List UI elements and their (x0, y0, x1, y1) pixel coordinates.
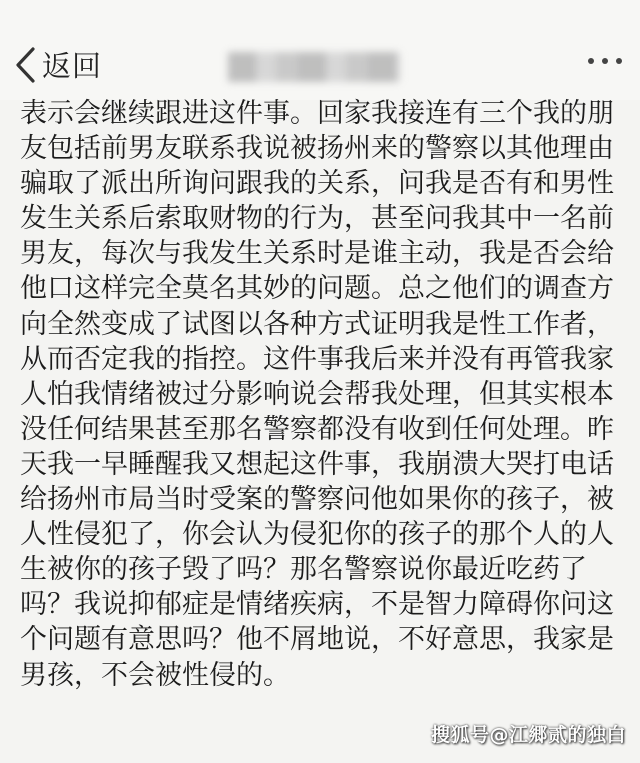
nav-bar (0, 0, 640, 100)
text-line: 向全然变成了试图以各种方式证明我是性工作者， (20, 308, 614, 340)
more-button[interactable] (588, 58, 622, 64)
blurred-title (228, 52, 400, 82)
text-line: 男孩，不会被性侵的。 (20, 659, 290, 691)
text-line: 他口这样完全莫名其妙的问题。总之他们的调查方 (20, 273, 614, 305)
back-button[interactable] (14, 44, 102, 85)
text-line: 没任何结果甚至那名警察都没有收到任何处理。昨 (20, 413, 614, 445)
text-line: 人怕我情绪被过分影响说会帮我处理，但其实根本 (20, 378, 614, 410)
text-line: 天我一早睡醒我又想起这件事，我崩溃大哭打电话 (20, 448, 614, 480)
chevron-left-icon (14, 46, 36, 84)
text-line: 骗取了派出所询问跟我的关系，问我是否有和男性 (20, 168, 614, 200)
text-line: 个问题有意思吗？他不屑地说，不好意思，我家是 (20, 624, 614, 656)
text-line: 发生关系后索取财物的行为，甚至问我其中一名前 (20, 203, 614, 235)
text-line: 男友，每次与我发生关系时是谁主动，我是否会给 (20, 238, 614, 270)
text-line: 生被你的孩子毁了吗？那名警察说你最近吃药了 (20, 554, 587, 586)
text-line: 人性侵犯了，你会认为侵犯你的孩子的那个人的人 (20, 519, 614, 551)
article-body (20, 96, 624, 693)
text-line: 从而否定我的指控。这件事我后来并没有再管我家 (20, 343, 614, 375)
text-line: 表示会继续跟进这件事。回家我接连有三个我的朋 (20, 98, 614, 129)
more-horizontal-icon (588, 58, 594, 64)
back-label: 返回 (42, 49, 103, 83)
text-line: 给扬州市局当时受案的警察问他如果你的孩子，被 (20, 484, 614, 516)
watermark: 搜狐号@江郷贰的独白 (430, 724, 626, 746)
text-line: 友包括前男友联系我说被扬州来的警察以其他理由 (20, 133, 614, 165)
text-line: 吗？我说抑郁症是情绪疾病，不是智力障碍你问这 (20, 589, 614, 621)
